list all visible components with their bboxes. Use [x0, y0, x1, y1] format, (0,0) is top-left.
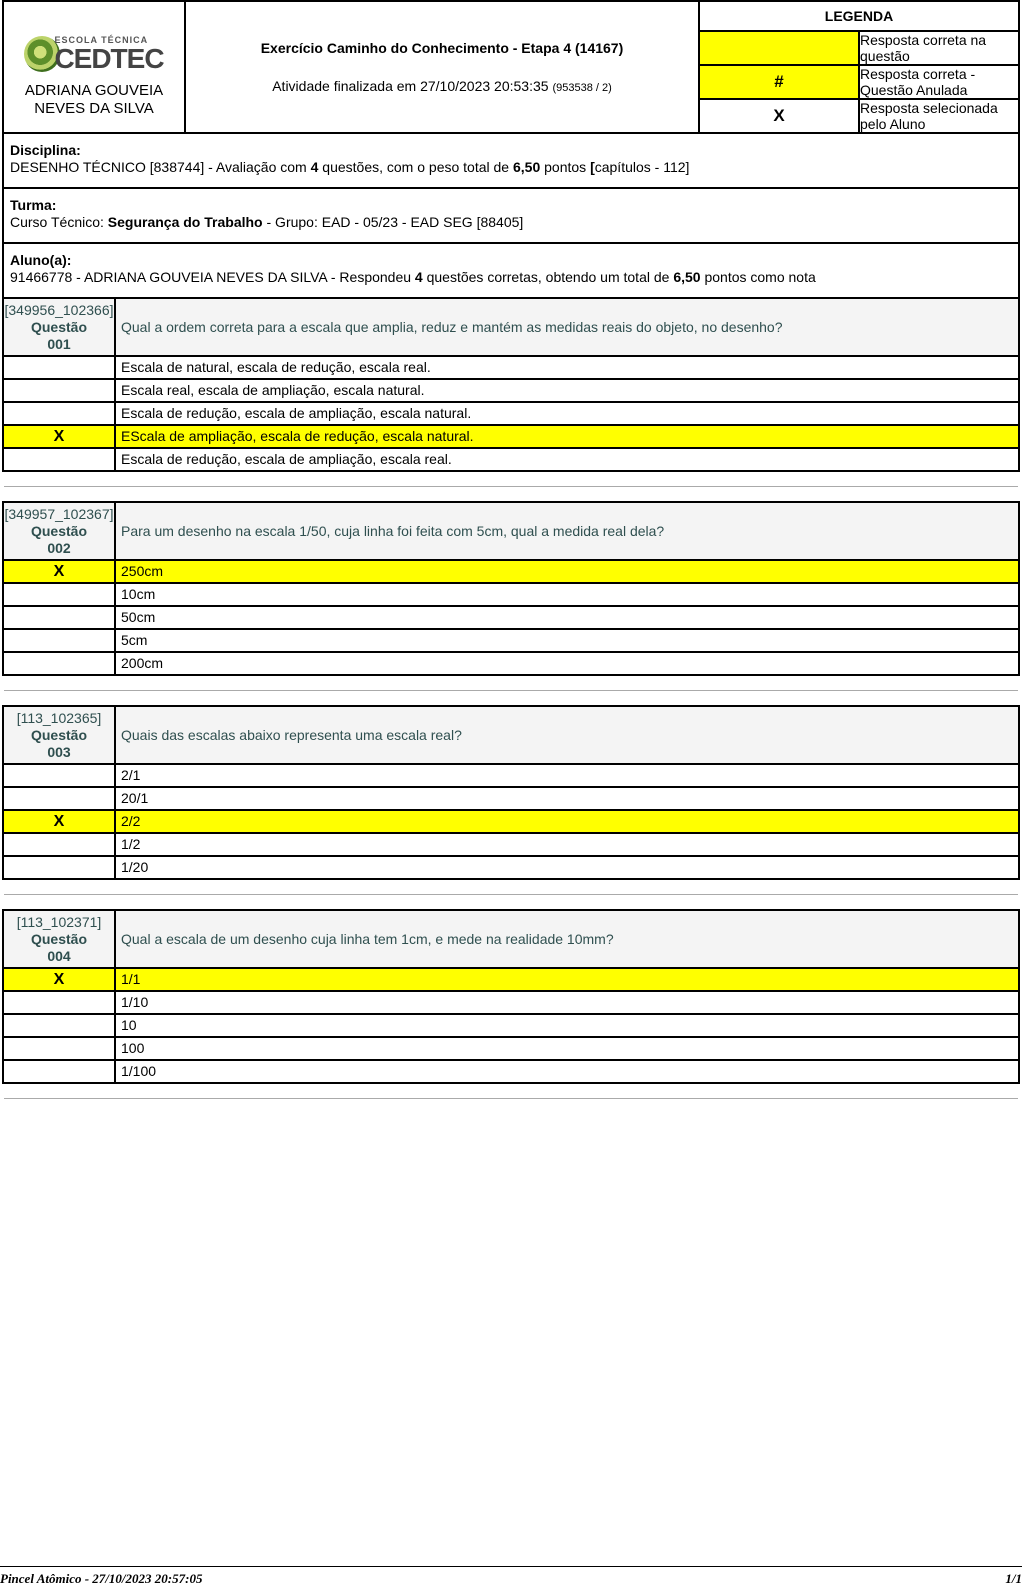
question-header: [3, 298, 1019, 356]
turma-value: Curso Técnico: Segurança do Trabalho - Grupo: EAD - 05/23 - EAD SEG [88405]: [10, 214, 524, 230]
legend-symbol-annulled: #: [699, 65, 859, 99]
answer-option: [3, 560, 1019, 583]
answer-option: [3, 652, 1019, 675]
question-id-cell: [3, 502, 115, 560]
answer-text: 10: [115, 1014, 1019, 1037]
turma-label: Turma:: [10, 197, 57, 213]
question-separator: [4, 676, 1018, 691]
answer-option: [3, 425, 1019, 448]
question-number: 002: [47, 539, 71, 556]
question-id: [349956_102366]: [4, 301, 114, 318]
answer-text: 2/2: [115, 810, 1019, 833]
legend-title: LEGENDA: [699, 1, 1019, 31]
school-logo-cell: [3, 1, 185, 133]
cedtec-logo: [4, 30, 184, 78]
question-label: Questão: [30, 726, 87, 743]
answer-text: 2/1: [115, 764, 1019, 787]
answer-text: 1/100: [115, 1060, 1019, 1083]
answer-mark: [3, 833, 115, 856]
answer-option: [3, 810, 1019, 833]
answer-option: [3, 402, 1019, 425]
answer-option: [3, 356, 1019, 379]
answer-text: 250cm: [115, 560, 1019, 583]
answer-text: Escala de natural, escala de redução, escala real.: [115, 356, 1019, 379]
question-label: Questão: [30, 930, 87, 947]
answer-mark: [3, 991, 115, 1014]
answer-mark: [3, 652, 115, 675]
legend-text-selected: Resposta selecionada pelo Aluno: [859, 99, 1019, 133]
answer-option: [3, 764, 1019, 787]
question-id: [113_102371]: [16, 913, 102, 930]
answer-text: 50cm: [115, 606, 1019, 629]
answer-text: 20/1: [115, 787, 1019, 810]
answer-mark: X: [3, 968, 115, 991]
question-header: [3, 706, 1019, 764]
activity-title-cell: [185, 1, 699, 133]
answer-text: 1/1: [115, 968, 1019, 991]
aluno-block: [3, 243, 1019, 298]
question-separator: [4, 472, 1018, 487]
answer-mark: [3, 402, 115, 425]
question-separator: [4, 880, 1018, 895]
answer-mark: [3, 1037, 115, 1060]
question-number: 001: [47, 335, 71, 352]
answer-option: [3, 1037, 1019, 1060]
answer-option: [3, 629, 1019, 652]
answer-text: 100: [115, 1037, 1019, 1060]
question-text: Quais das escalas abaixo representa uma escala real?: [115, 706, 1019, 764]
logo-small-text: ESCOLA TÉCNICA: [54, 34, 149, 45]
answer-text: EScala de ampliação, escala de redução, escala natural.: [115, 425, 1019, 448]
activity-finished: Atividade finalizada em 27/10/2023 20:53:35 (953538 / 2): [272, 78, 612, 94]
question-label: Questão: [30, 318, 87, 335]
question-id: [113_102365]: [16, 709, 102, 726]
page-footer: [0, 1566, 1022, 1589]
answer-option: [3, 583, 1019, 606]
questions-list: [2, 297, 1020, 1099]
legend-text-annulled: Resposta correta - Questão Anulada: [859, 65, 1019, 99]
footer-generator: Pincel Atômico - 27/10/2023 20:57:05: [0, 1571, 203, 1586]
answer-text: Escala de redução, escala de ampliação, escala real.: [115, 448, 1019, 471]
question-id: [349957_102367]: [4, 505, 114, 522]
answer-text: 10cm: [115, 583, 1019, 606]
turma-block: [3, 188, 1019, 243]
answer-text: Escala de redução, escala de ampliação, escala natural.: [115, 402, 1019, 425]
question-text: Qual a escala de um desenho cuja linha tem 1cm, e mede na realidade 10mm?: [115, 910, 1019, 968]
question-label: Questão: [30, 522, 87, 539]
answer-option: [3, 787, 1019, 810]
answer-option: [3, 991, 1019, 1014]
question-separator: [4, 1084, 1018, 1099]
question-table: [2, 297, 1020, 472]
question-table: [2, 501, 1020, 676]
answer-mark: X: [3, 810, 115, 833]
answer-mark: [3, 787, 115, 810]
student-name: ADRIANA GOUVEIA NEVES DA SILVA: [24, 82, 164, 117]
question-text: Qual a ordem correta para a escala que amplia, reduz e mantém as medidas reais do objeto, no desenho?: [115, 298, 1019, 356]
answer-option: [3, 833, 1019, 856]
disciplina-block: [3, 133, 1019, 188]
question-id-cell: [3, 298, 115, 356]
answer-mark: [3, 448, 115, 471]
answer-option: [3, 379, 1019, 402]
answer-option: [3, 1014, 1019, 1037]
disciplina-value: DESENHO TÉCNICO [838744] - Avaliação com 4 questões, com o peso total de 6,50 pontos [capítulos - 112]: [10, 159, 690, 175]
question-number: 004: [47, 947, 71, 964]
answer-option: [3, 606, 1019, 629]
aluno-label: Aluno(a):: [10, 252, 72, 268]
answer-mark: [3, 356, 115, 379]
question-id-cell: [3, 706, 115, 764]
footer-page-number: 1/1: [1005, 1571, 1022, 1586]
answer-option: [3, 856, 1019, 879]
answer-text: 200cm: [115, 652, 1019, 675]
answer-mark: [3, 1060, 115, 1083]
question-header: [3, 502, 1019, 560]
answer-mark: [3, 856, 115, 879]
answer-mark: [3, 1014, 115, 1037]
question-header: [3, 910, 1019, 968]
answer-text: 1/10: [115, 991, 1019, 1014]
question-id-cell: [3, 910, 115, 968]
question-number: 003: [47, 743, 71, 760]
info-table: [2, 132, 1020, 299]
answer-option: [3, 1060, 1019, 1083]
answer-mark: [3, 606, 115, 629]
answer-text: 5cm: [115, 629, 1019, 652]
answer-option: [3, 968, 1019, 991]
report-header: [2, 0, 1020, 134]
question-table: [2, 705, 1020, 880]
logo-big-text: CEDTEC: [54, 42, 164, 74]
answer-mark: [3, 379, 115, 402]
answer-mark: X: [3, 560, 115, 583]
answer-text: Escala real, escala de ampliação, escala natural.: [115, 379, 1019, 402]
answer-text: 1/20: [115, 856, 1019, 879]
question-table: [2, 909, 1020, 1084]
activity-title: Exercício Caminho do Conhecimento - Etapa 4 (14167): [260, 40, 624, 56]
answer-mark: [3, 629, 115, 652]
aluno-value: 91466778 - ADRIANA GOUVEIA NEVES DA SILVA - Respondeu 4 questões corretas, obtendo um total de 6,50 pontos como nota: [10, 269, 816, 285]
legend-symbol-selected: X: [699, 99, 859, 133]
answer-mark: X: [3, 425, 115, 448]
answer-text: 1/2: [115, 833, 1019, 856]
disciplina-label: Disciplina:: [10, 142, 81, 158]
exam-report: [2, 0, 1020, 1113]
legend-text-correct: Resposta correta na questão: [859, 31, 1019, 65]
answer-mark: [3, 583, 115, 606]
answer-option: [3, 448, 1019, 471]
answer-mark: [3, 764, 115, 787]
legend-symbol-correct: [699, 31, 859, 65]
question-text: Para um desenho na escala 1/50, cuja linha foi feita com 5cm, qual a medida real dela?: [115, 502, 1019, 560]
